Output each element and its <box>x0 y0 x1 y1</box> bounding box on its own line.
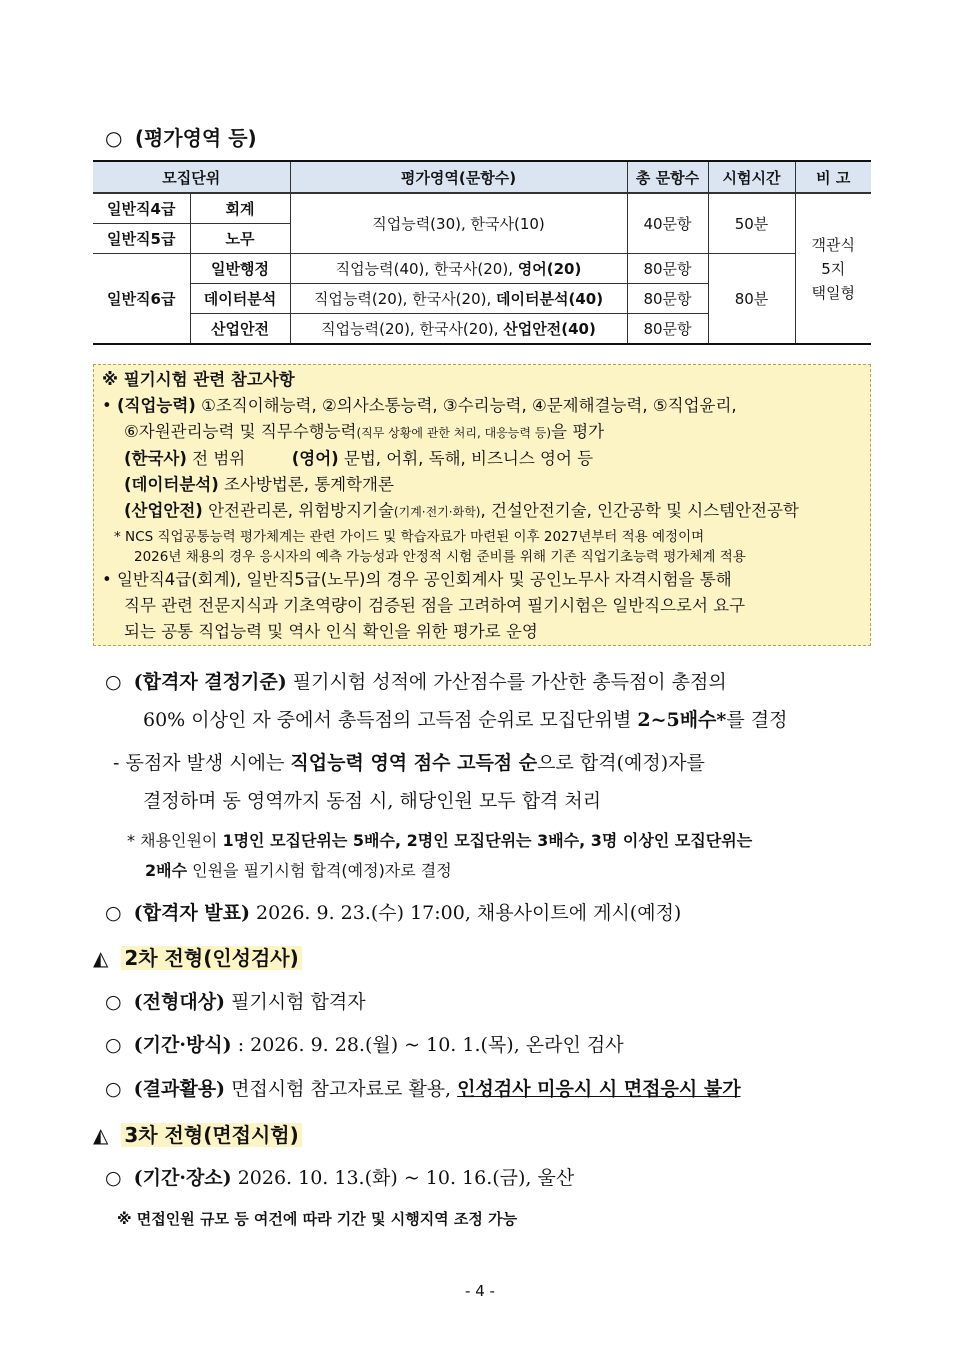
header-area: 평가영역(문항수) <box>290 161 627 193</box>
notes-text: 을 평가 <box>551 422 605 441</box>
notes-text: 일반직4급(회계), 일반직5급(노무)의 경우 공인회계사 및 공인노무사 자격시험을 통해 <box>116 570 732 589</box>
tie-rule-text: 으로 합격(예정)자를 <box>537 752 705 774</box>
stage3-heading <box>93 1119 302 1148</box>
notes-text: ①조직이해능력, ②의사소통능력, ③수리능력, ④문제해결능력, ⑤직업윤리, <box>195 396 737 415</box>
pass-criteria-title: (합격자 결정기준) <box>133 671 287 693</box>
stage2-target-title: (전형대상) <box>133 991 226 1013</box>
stage2-period-text: : 2026. 9. 28.(월) ~ 10. 1.(목), 온라인 검사 <box>231 1034 624 1056</box>
stage2-usage <box>105 1074 741 1101</box>
notes-small: (직무 상황에 관한 처리, 대응능력 등) <box>356 426 552 440</box>
header-time: 시험시간 <box>708 161 795 193</box>
notes-text: , 건설안전기술, 인간공학 및 시스템안전공학 <box>480 501 799 520</box>
cell-time: 50분 <box>708 193 795 254</box>
table-header-row <box>93 161 871 193</box>
notes-line <box>102 393 870 419</box>
announcement-text: 2026. 9. 23.(수) 17:00, 채용사이트에 게시(예정) <box>250 902 682 924</box>
notes-line: 되는 공통 직업능력 및 역사 인식 확인을 위한 평가로 운영 <box>124 622 538 641</box>
pass-criteria-text: 필기시험 성적에 가산점수를 가산한 총득점이 총점의 <box>286 671 727 693</box>
notes-text: 전 범위 <box>186 449 246 468</box>
bullet-circle: ○ <box>105 1034 122 1056</box>
remark-line: 5지 <box>821 259 846 278</box>
cell-grade: 일반직4급 <box>93 193 190 224</box>
stage2-usage-warning: 인성검사 미응시 시 면접응시 불가 <box>457 1078 741 1100</box>
stage2-target <box>105 987 366 1014</box>
stage3-period-title: (기간·장소) <box>133 1167 232 1189</box>
tie-rule-bold: 직업능력 영역 점수 고득점 순 <box>290 752 538 774</box>
page-number: - 4 - <box>465 1282 495 1300</box>
area-text: 직업능력(20), 한국사(20), <box>313 290 497 308</box>
cell-area <box>290 284 627 314</box>
cell-grade: 일반직6급 <box>93 254 190 345</box>
notes-footnote: 2026년 채용의 경우 응시자의 예측 가능성과 안정적 시험 준비를 위해 기존 직업기초능력 평가체계 적용 <box>134 549 746 565</box>
remark-line: 택일형 <box>811 283 855 302</box>
tie-rule-text: - 동점자 발생 시에는 <box>113 752 291 774</box>
notes-line: 직무 관련 전문지식과 기초역량이 검증된 점을 고려하여 필기시험은 일반직으로서 요구 <box>124 596 746 615</box>
multiplier-note-line2 <box>145 858 452 881</box>
bullet-circle: ○ <box>105 126 123 150</box>
notes-bold: (데이터분석) <box>124 475 219 494</box>
cell-count: 80문항 <box>627 314 708 345</box>
multiplier-bold: 1명인 모집단위는 5배수, 2명인 모집단위는 3배수, 3명 이상인 모집단위는 <box>222 831 753 850</box>
notes-text: 조사방법론, 통계학개론 <box>218 475 394 494</box>
announcement-line <box>105 898 681 925</box>
cell-area <box>290 314 627 345</box>
pass-criteria-text: 를 결정 <box>726 709 788 731</box>
notes-line <box>102 498 870 525</box>
stage2-usage-title: (결과활용) <box>133 1078 226 1100</box>
table-row <box>93 193 871 224</box>
bullet-circle: ○ <box>105 902 122 924</box>
stage2-heading <box>93 942 302 971</box>
multiplier-bold: 2배수 <box>145 861 188 880</box>
stage2-period-title: (기간·방식) <box>133 1034 232 1056</box>
pass-criteria-bold: 2~5배수* <box>637 709 727 731</box>
table-row <box>93 254 871 284</box>
cell-area <box>290 254 627 284</box>
stage2-usage-text: 면접시험 참고자료로 활용, <box>225 1078 458 1100</box>
area-text: 직업능력(20), 한국사(20), <box>321 320 504 338</box>
header-remark: 비 고 <box>795 161 871 193</box>
notes-title: ※ 필기시험 관련 참고사항 <box>102 370 295 389</box>
pass-criteria-text: 60% 이상인 자 중에서 총득점의 고득점 순위로 모집단위별 <box>143 709 638 731</box>
cell-unit: 산업안전 <box>190 314 290 345</box>
area-text: 직업능력(40), 한국사(20), <box>335 260 518 278</box>
multiplier-text: * 채용인원이 <box>127 831 223 850</box>
pass-criteria-line2 <box>143 705 787 732</box>
notes-small: (기계·전기·화학) <box>393 505 481 519</box>
stage3-title: 3차 전형(면접시험) <box>121 1123 301 1147</box>
triangle-icon: ◭ <box>93 946 109 970</box>
cell-grade: 일반직5급 <box>93 224 190 254</box>
cell-count: 40문항 <box>627 193 708 254</box>
header-count: 총 문항수 <box>627 161 708 193</box>
notes-line <box>102 567 870 593</box>
multiplier-note-line1 <box>127 828 752 851</box>
notes-line <box>102 446 870 472</box>
header-unit: 모집단위 <box>93 161 290 193</box>
stage2-title: 2차 전형(인성검사) <box>121 946 301 970</box>
notes-line <box>102 472 870 498</box>
notes-bold: (영어) <box>291 449 339 468</box>
cell-count: 80문항 <box>627 284 708 314</box>
cell-unit: 데이터분석 <box>190 284 290 314</box>
area-bold: 산업안전(40) <box>503 320 596 338</box>
remark-line: 객관식 <box>811 235 855 254</box>
stage2-period <box>105 1030 624 1057</box>
notes-bold: (한국사) <box>124 449 187 468</box>
tie-rule-line2: 결정하며 동 영역까지 동점 시, 해당인원 모두 합격 처리 <box>143 790 602 812</box>
stage3-period-text: 2026. 10. 13.(화) ~ 10. 16.(금), 울산 <box>231 1167 575 1189</box>
eval-section-title: (평가영역 등) <box>134 126 257 150</box>
notes-text: 안전관리론, 위험방지기술 <box>202 501 394 520</box>
cell-count: 80문항 <box>627 254 708 284</box>
stage3-note: ※ 면접인원 규모 등 여건에 따라 기간 및 시행지역 조정 가능 <box>117 1210 518 1228</box>
notes-footnote: * NCS 직업공통능력 평가체계는 관련 가이드 및 학습자료가 마련된 이후 2027년부터 적용 예정이며 <box>114 529 705 545</box>
notes-line <box>102 419 870 446</box>
notes-bold: (직업능력) <box>116 396 196 415</box>
tie-rule-line1 <box>113 748 705 775</box>
cell-unit: 노무 <box>190 224 290 254</box>
announcement-title: (합격자 발표) <box>133 902 251 924</box>
multiplier-text: 인원을 필기시험 합격(예정)자로 결정 <box>187 861 452 880</box>
bullet-circle: ○ <box>105 991 122 1013</box>
bullet-dot: • <box>102 570 112 589</box>
cell-time: 80분 <box>708 254 795 345</box>
evaluation-table <box>93 160 871 345</box>
pass-criteria-line1 <box>105 667 727 694</box>
cell-area: 직업능력(30), 한국사(10) <box>290 193 627 254</box>
notes-bold: (산업안전) <box>124 501 203 520</box>
area-bold: 영어(20) <box>517 260 582 278</box>
cell-remark <box>795 193 871 344</box>
cell-unit: 일반행정 <box>190 254 290 284</box>
stage2-target-text: 필기시험 합격자 <box>225 991 366 1013</box>
triangle-icon: ◭ <box>93 1123 109 1147</box>
notes-text: 문법, 어휘, 독해, 비즈니스 영어 등 <box>338 449 594 468</box>
exam-notes-box <box>93 364 871 646</box>
stage3-period <box>105 1163 574 1190</box>
area-bold: 데이터분석(40) <box>496 290 604 308</box>
bullet-circle: ○ <box>105 1167 122 1189</box>
bullet-dot: • <box>102 396 112 415</box>
cell-unit: 회계 <box>190 193 290 224</box>
eval-section-heading <box>105 122 257 151</box>
bullet-circle: ○ <box>105 671 122 693</box>
notes-text: ⑥자원관리능력 및 직무수행능력 <box>124 422 357 441</box>
bullet-circle: ○ <box>105 1078 122 1100</box>
